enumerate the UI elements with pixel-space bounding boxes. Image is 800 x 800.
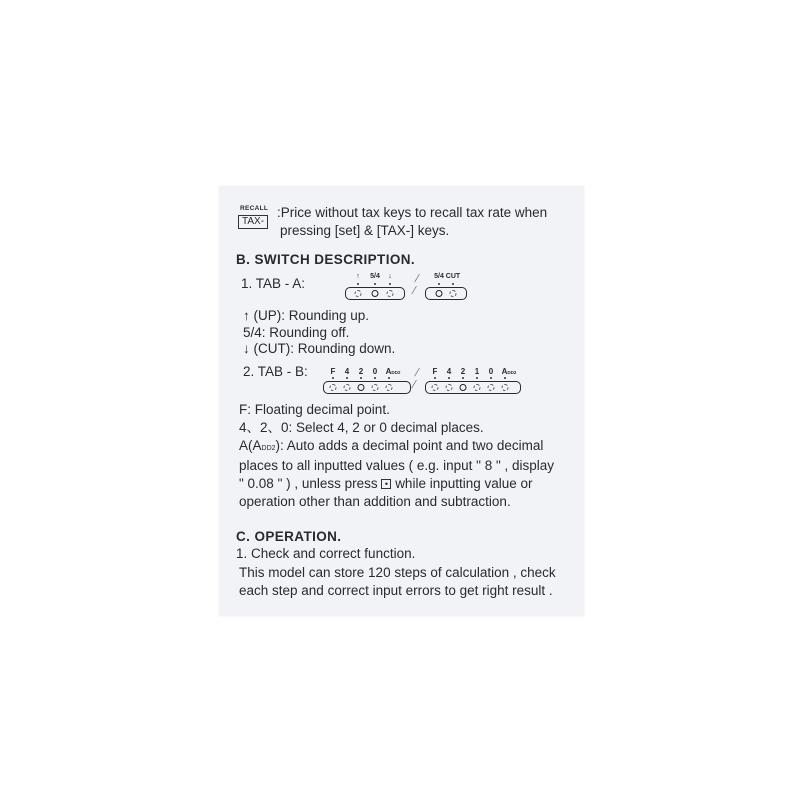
switch-position-empty [344, 384, 351, 391]
tab-b-s2-label: 2 [460, 367, 466, 376]
switch-position-empty [386, 384, 393, 391]
separator-slash: / [410, 285, 418, 297]
separator-slash: / [410, 379, 418, 391]
tab-a-desc-up: ↑ (UP): Rounding up. [243, 308, 370, 323]
tab-b-desc-select: 4、2、0: Select 4, 2 or 0 decimal places. [239, 420, 484, 435]
tab-b-desc-f: F: Floating decimal point. [239, 402, 390, 417]
tab-b-s1-a-label: ADD2 [385, 367, 401, 376]
manual-page [219, 186, 584, 616]
tab-b-s1-label: 2 [358, 367, 364, 376]
switch-position-selected [460, 384, 467, 391]
switch-position-selected [372, 290, 379, 297]
switch-position-empty [502, 384, 509, 391]
switch-position-empty [474, 384, 481, 391]
switch-position-empty [432, 384, 439, 391]
tab-a-label: 1. TAB - A: [241, 276, 306, 291]
tab-b-s2-label: F [432, 367, 438, 376]
switch-position-selected [358, 384, 365, 391]
tab-a-switch-2 [425, 273, 467, 303]
recall-desc-line2: pressing [set] & [TAX-] keys. [280, 223, 450, 238]
tab-b-s1-label: F [330, 367, 336, 376]
tab-b-s2-label: 0 [488, 367, 494, 376]
switch-position-empty [372, 384, 379, 391]
tab-a-s1-label: 5/4 [370, 273, 380, 280]
switch-position-selected [436, 290, 443, 297]
tax-minus-key: TAX- [238, 215, 268, 229]
switch-position-empty [446, 384, 453, 391]
tab-a-desc-round: 5/4: Rounding off. [243, 325, 350, 340]
tab-b-s2-label: 1 [474, 367, 480, 376]
switch-position-empty [387, 290, 394, 297]
tab-b-desc-a-line3: " 0.08 " ) , unless press • while inputting value or [239, 476, 533, 491]
tab-a-switch-1 [345, 273, 405, 303]
tab-b-switch-1 [323, 367, 411, 397]
switch-position-empty [450, 290, 457, 297]
switch-position-empty [488, 384, 495, 391]
tab-a-s1-label: ↑ [356, 273, 360, 280]
tab-b-s2-label: 4 [446, 367, 452, 376]
section-c-line1: 1. Check and correct function. [236, 546, 416, 561]
section-b-heading: B. SWITCH DESCRIPTION. [236, 252, 416, 267]
recall-key-label: RECALL [240, 205, 269, 212]
tab-b-switch-2 [425, 367, 521, 397]
tab-a-s2-label: 5/4 [434, 273, 444, 280]
tab-a-s1-label: ↓ [388, 273, 392, 280]
tab-a-s2-label: CUT [445, 273, 461, 280]
switch-position-empty [330, 384, 337, 391]
section-c-line3: each step and correct input errors to get right result . [239, 583, 553, 598]
decimal-point-key: • [381, 479, 391, 489]
tab-b-s1-label: 4 [344, 367, 350, 376]
tab-a-desc-cut: ↓ (CUT): Rounding down. [243, 341, 396, 356]
separator-slash: / [413, 367, 421, 379]
tab-b-s2-a-label: ADD2 [501, 367, 517, 376]
section-c-line2: This model can store 120 steps of calculation , check [239, 565, 556, 580]
switch-position-empty [355, 290, 362, 297]
tab-b-label: 2. TAB - B: [243, 364, 308, 379]
section-c-heading: C. OPERATION. [236, 529, 342, 544]
tab-b-desc-a-line4: operation other than addition and subtraction. [239, 494, 511, 509]
tab-b-desc-a-line2: places to all inputted values ( e.g. input " 8 " , display [239, 458, 555, 473]
tab-b-desc-a-line1: A(ADD2): Auto adds a decimal point and two decimal [239, 438, 544, 453]
separator-slash: / [413, 273, 421, 285]
recall-desc-line1: :Price without tax keys to recall tax rate when [277, 205, 548, 220]
tab-b-s1-label: 0 [372, 367, 378, 376]
